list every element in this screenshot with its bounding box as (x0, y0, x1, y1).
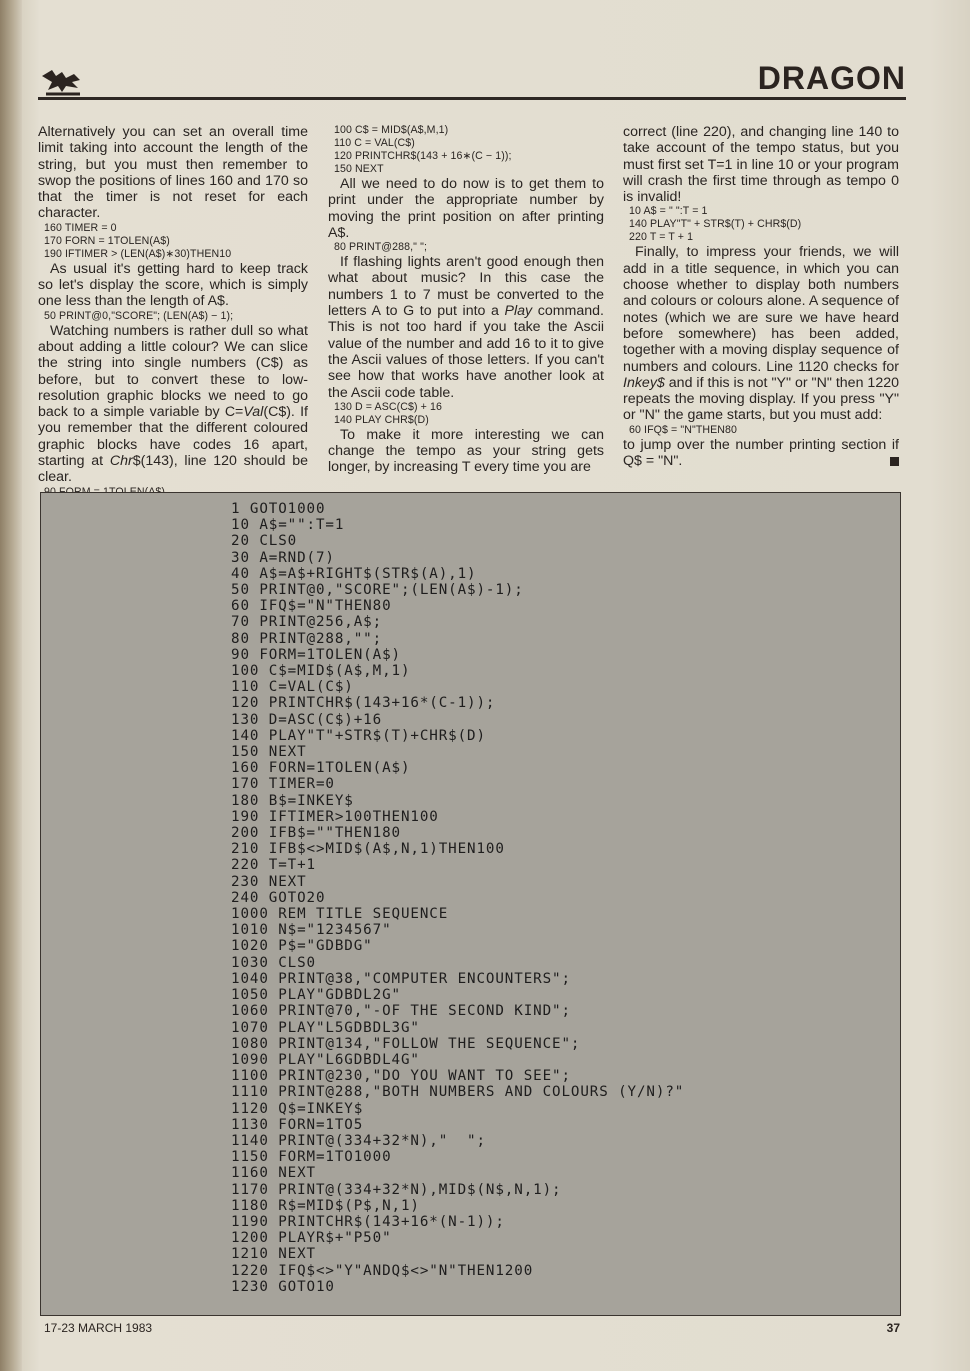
listing-line: 1080 PRINT@134,"FOLLOW THE SEQUENCE"; (231, 1035, 581, 1052)
listing-line: 140 PLAY"T"+STR$(T)+CHR$(D) (231, 727, 486, 744)
paragraph (623, 244, 899, 423)
listing-line: 1140 PRINT@(334+32*N)," "; (231, 1132, 486, 1149)
italic-run: Play (504, 303, 533, 320)
text-run: If flashing lights aren't good enough then what about music? In this case the numbers 1 to 7 must be converted to the letters A to G to put into a (328, 254, 604, 320)
listing-line: 30 A=RND(7) (231, 549, 335, 566)
article-column-1 (38, 124, 308, 499)
listing-line: 120 PRINTCHR$(143+16*(C-1)); (231, 695, 496, 712)
listing-line: 1060 PRINT@70,"-OF THE SECOND KIND"; (231, 1003, 571, 1020)
listing-line: 160 FORN=1TOLEN(A$) (231, 760, 411, 777)
code-line: 140 PLAY"T" + STR$(T) + CHR$(D) (629, 218, 802, 231)
listing-line: 1170 PRINT@(334+32*N),MID$(N$,N,1); (231, 1181, 562, 1198)
listing-line: 220 T=T+1 (231, 857, 316, 874)
listing-line: 20 CLS0 (231, 533, 298, 550)
paragraph (623, 437, 899, 470)
listing-line: 1010 N$="1234567" (231, 922, 392, 939)
listing-line: 190 IFTIMER>100THEN100 (231, 808, 439, 825)
listing-line: 240 GOTO20 (231, 889, 326, 906)
dragon-logo-icon (40, 66, 84, 96)
italic-run: Chr (109, 453, 133, 470)
paragraph (38, 323, 308, 486)
page-number: 37 (886, 1321, 900, 1335)
code-snippet (623, 205, 899, 244)
listing-line: 70 PRINT@256,A$; (231, 614, 383, 631)
code-line: 190 IFTIMER > (LEN(A$)∗30)THEN10 (44, 247, 232, 260)
listing-line: 80 PRINT@288,""; (231, 630, 383, 647)
paragraph: As usual it's getting hard to keep track so let's display the score, which is simply one less than the length of A$. (38, 260, 308, 310)
listing-line: 60 IFQ$="N"THEN80 (231, 598, 392, 615)
listing-line: 1230 GOTO10 (231, 1278, 335, 1295)
listing-line: 10 A$="":T=1 (231, 517, 345, 534)
listing-line: 200 IFB$=""THEN180 (231, 825, 401, 842)
listing-line: 40 A$=A$+RIGHT$(STR$(A),1) (231, 565, 477, 582)
listing-line: 1190 PRINTCHR$(143+16*(N-1)); (231, 1213, 505, 1230)
code-line: 160 TIMER = 0 (44, 221, 117, 234)
code-line: 80 PRINT@288," "; (334, 241, 427, 254)
listing-line: 1090 PLAY"L6GDBDL4G" (231, 1051, 420, 1068)
italic-run: Inkey$ (623, 374, 665, 391)
listing-line: 1110 PRINT@288,"BOTH NUMBERS AND COLOURS (Y/N)?" (231, 1084, 685, 1101)
listing-line: 1070 PLAY"L5GDBDL3G" (231, 1019, 420, 1036)
section-title: DRAGON (757, 60, 906, 96)
text-run: Finally, to impress your friends, we will add in a title sequence, in which you can choose whether to display both numbers and colours or colours alone. A sequence of notes (which we are sure we have heard before somewhere) has been added, together with a moving display sequence of numbers and colours. Line 1120 checks for (623, 244, 899, 375)
text-run: (C$). If you remember that the different coloured graphic blocks have codes 16 apart, starting at (38, 404, 308, 470)
listing-line: 1160 NEXT (231, 1165, 316, 1182)
program-listing (231, 501, 684, 1295)
italic-run: Val (243, 404, 264, 421)
listing-line: 1040 PRINT@38,"COMPUTER ENCOUNTERS"; (231, 970, 571, 987)
listing-line: 180 B$=INKEY$ (231, 792, 354, 809)
end-mark-icon (890, 457, 899, 466)
listing-line: 1 GOTO1000 (231, 501, 326, 517)
code-line: 60 IFQ$ = "N"THEN80 (629, 423, 738, 436)
listing-line: 1150 FORM=1TO1000 (231, 1149, 392, 1166)
listing-line: 50 PRINT@0,"SCORE";(LEN(A$)-1); (231, 582, 524, 599)
listing-line: 1180 R$=MID$(P$,N,1) (231, 1197, 420, 1214)
listing-line: 1130 FORN=1TO5 (231, 1116, 364, 1133)
code-line: 100 C$ = MID$(A$,M,1) (334, 124, 449, 136)
paragraph: To make it more interesting we can change the tempo as your string gets longer, by increasing T every time you are (328, 426, 604, 476)
paragraph (328, 254, 604, 401)
listing-line: 210 IFB$<>MID$(A$,N,1)THEN100 (231, 841, 505, 858)
code-snippet (328, 124, 604, 176)
listing-line: 90 FORM=1TOLEN(A$) (231, 646, 401, 663)
code-snippet (623, 424, 899, 437)
listing-line: 1200 PLAYR$+"P50" (231, 1230, 392, 1247)
listing-line: 110 C=VAL(C$) (231, 679, 354, 696)
text-run: to jump over the number printing section if Q$ = "N". (623, 436, 899, 470)
listing-line: 1000 REM TITLE SEQUENCE (231, 906, 449, 923)
page-spine-shadow (0, 0, 22, 1371)
listing-line: 1220 IFQ$<>"Y"ANDQ$<>"N"THEN1200 (231, 1262, 534, 1279)
issue-date: 17-23 MARCH 1983 (44, 1321, 153, 1335)
listing-line: 130 D=ASC(C$)+16 (231, 711, 383, 728)
paragraph: correct (line 220), and changing line 140 to take account of the tempo status, but you must first set T=1 in line 10 or your program will crash the first time through as tempo 0 is invalid! (623, 124, 899, 206)
paragraph: Alternatively you can set an overall time limit taking into account the length of the string, but you must then remember to swop the positions of lines 160 and 170 so that the timer is not reset for each character. (38, 124, 308, 222)
code-snippet (328, 241, 604, 254)
code-line: 50 PRINT@0,"SCORE"; (LEN(A$) − 1); (44, 309, 234, 322)
listing-line: 100 C$=MID$(A$,M,1) (231, 663, 411, 680)
code-line: 140 PLAY CHR$(D) (334, 413, 429, 426)
code-line: 220 T = T + 1 (629, 231, 694, 244)
listing-line: 150 NEXT (231, 744, 307, 761)
listing-line: 170 TIMER=0 (231, 776, 335, 793)
code-snippet (38, 310, 308, 323)
listing-line: 230 NEXT (231, 873, 307, 890)
code-line: 170 FORN = 1TOLEN(A$) (44, 234, 170, 247)
listing-line: 1100 PRINT@230,"DO YOU WANT TO SEE"; (231, 1068, 571, 1085)
code-line: 110 C = VAL(C$) (334, 137, 415, 149)
article-column-2 (328, 124, 604, 476)
code-line: 150 NEXT (334, 163, 384, 175)
text-run: Watching numbers is rather dull so what about adding a little colour? We can slice the string into single numbers (C$) as before, but to convert these to low-resolution graphic blocks we need to go back to a simple variable by C= (38, 322, 308, 421)
listing-line: 1030 CLS0 (231, 954, 316, 971)
text-run: command. This is not too hard if you take the Ascii value of the number and add 16 to it to give the Ascii values of those letters. If you can't see how that works have another look at the Ascii code table. (328, 303, 604, 401)
listing-line: 1050 PLAY"GDBDL2G" (231, 987, 401, 1004)
listing-line: 1020 P$="GDBDG" (231, 938, 373, 955)
code-snippet (328, 401, 604, 427)
listing-line: 1210 NEXT (231, 1246, 316, 1263)
listing-line: 1120 Q$=INKEY$ (231, 1100, 364, 1117)
code-line: 10 A$ = " ":T = 1 (629, 205, 708, 218)
code-snippet (38, 222, 308, 261)
text-run: $(143), line 120 should be clear. (38, 453, 308, 486)
code-line: 120 PRINTCHR$(143 + 16∗(C − 1)); (334, 150, 512, 162)
text-run: and if this is not "Y" or "N" then 1220 repeats the moving display. If you press "Y" or "N" the game starts, but you must add: (623, 374, 899, 424)
header-rule (38, 97, 906, 100)
code-line: 130 D = ASC(C$) + 16 (334, 400, 442, 413)
article-column-3 (623, 124, 899, 469)
paragraph: All we need to do now is to get them to print under the appropriate number by moving the print position on after printing A$. (328, 176, 604, 241)
program-listing-panel (40, 492, 901, 1316)
